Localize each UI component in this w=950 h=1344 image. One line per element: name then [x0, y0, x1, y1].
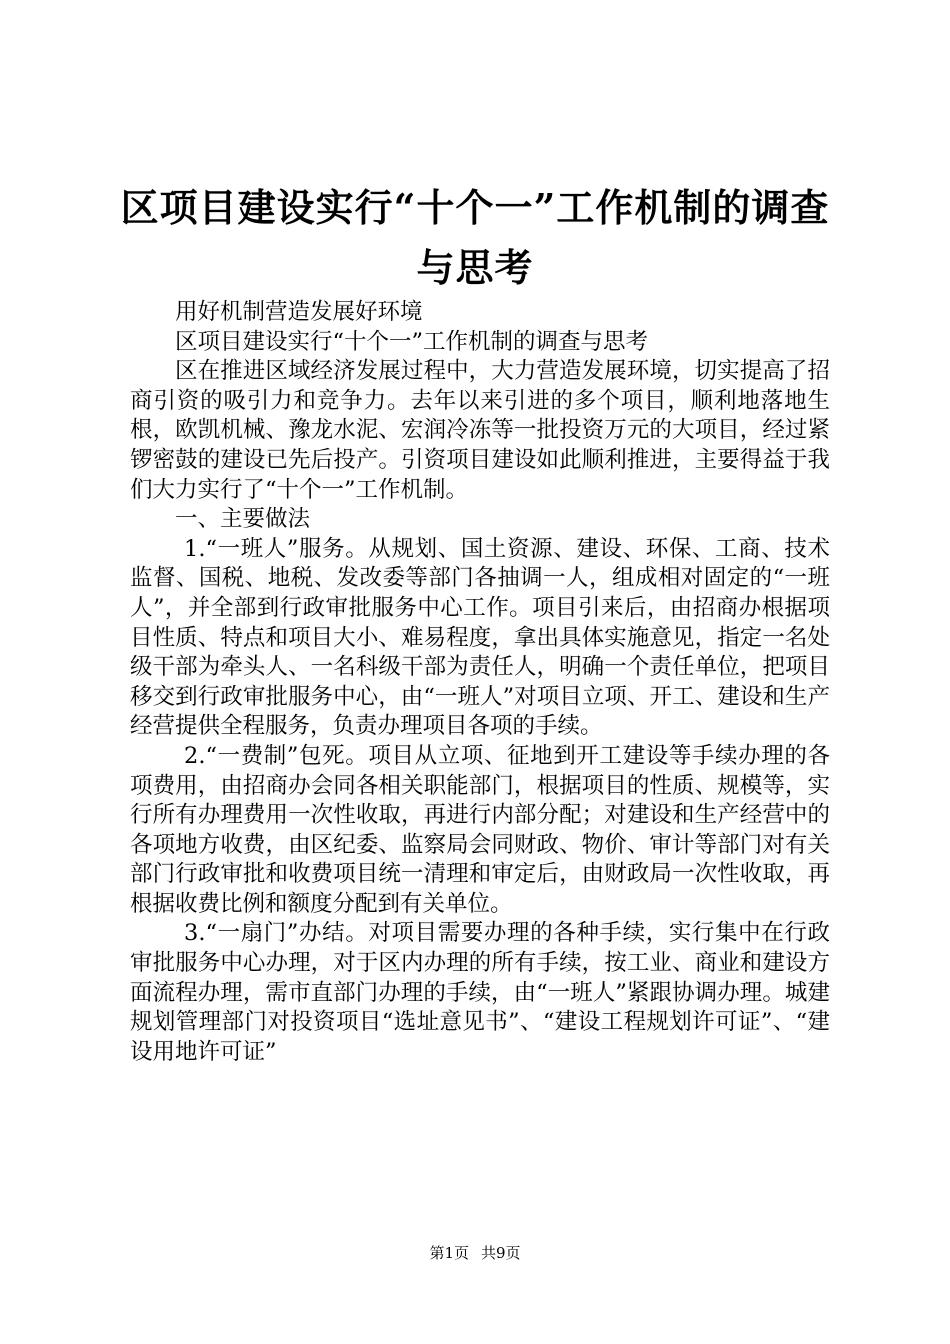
- document-body: [130, 298, 830, 1067]
- section-heading: 一、主要做法: [175, 506, 311, 533]
- page-number: 第1页: [429, 1244, 469, 1262]
- document-title: 区项目建设实行“十个一”工作机制的调查与思考: [120, 185, 830, 290]
- item-2-paragraph: 2.“一费制”包死。项目从立项、征地到开工建设等手续办理的各项费用，由招商办会同各相关职能部门，根据项目的性质、规模等，实行所有办理费用一次性收取，再进行内部分配；对建设和生产经营中的各项地方收费，由区纪委、监察局会同财政、物价、审计等部门对有关部门行政审批和收费项目统一清理和审定后，由财政局一次性收取，再根据收费比例和额度分配到有关单位。: [130, 742, 830, 917]
- subtitle-repeat-line: 区项目建设实行“十个一”工作机制的调查与思考: [175, 328, 649, 355]
- subtitle-line: 用好机制营造发展好环境: [175, 299, 423, 325]
- intro-paragraph: 区在推进区域经济发展过程中，大力营造发展环境，切实提高了招商引资的吸引力和竞争力。去年以来引进的多个项目，顺利地落地生根，欧凯机械、豫龙水泥、宏润冷冻等一批投资万元的大项目，经过紧锣密鼓的建设已先后投产。引资项目建设如此顺利推进，主要得益于我们大力实行了“十个一”工作机制。: [130, 358, 830, 503]
- page-total: 共9页: [481, 1244, 521, 1262]
- page-footer: [0, 1243, 950, 1263]
- item-3-paragraph: 3.“一扇门”办结。对项目需要办理的各种手续，实行集中在行政审批服务中心办理，对于区内办理的所有手续，按工业、商业和建设方面流程办理，需市直部门办理的手续，由“一班人”紧跟协调办理。城建规划管理部门对投资项目“选址意见书”、“建设工程规划许可证”、“建设用地许可证”: [130, 920, 830, 1065]
- item-1-paragraph: 1.“一班人”服务。从规划、国土资源、建设、环保、工商、技术监督、国税、地税、发改委等部门各抽调一人，组成相对固定的“一班人”，并全部到行政审批服务中心工作。项目引来后，由招商办根据项目性质、特点和项目大小、难易程度，拿出具体实施意见，指定一名处级干部为牵头人、一名科级干部为责任人，明确一个责任单位，把项目移交到行政审批服务中心，由“一班人”对项目立项、开工、建设和生产经营提供全程服务，负责办理项目各项的手续。: [130, 535, 830, 740]
